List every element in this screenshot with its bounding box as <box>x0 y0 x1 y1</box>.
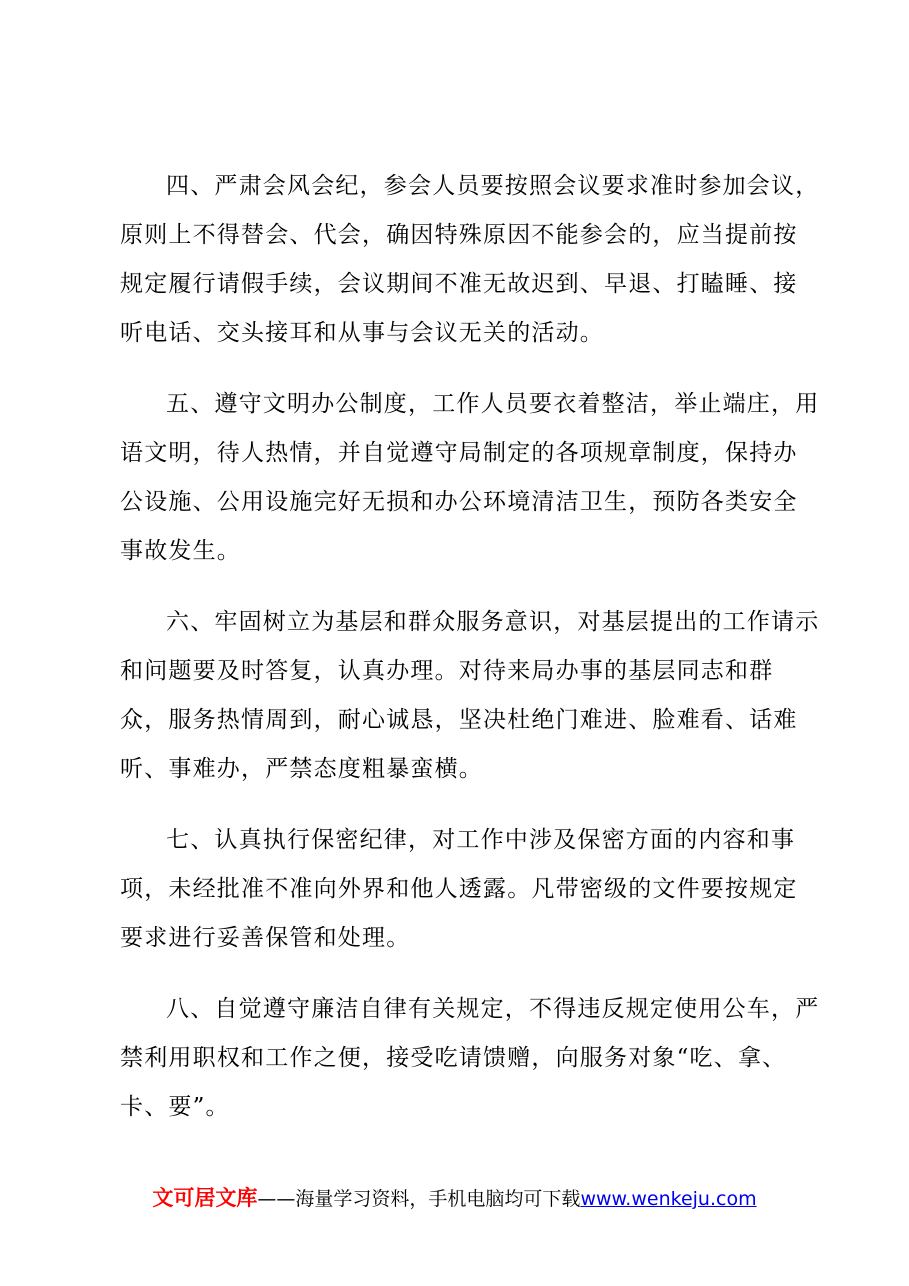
paragraph-item-4: 四、严肃会风会纪，参会人员要按照会议要求准时参加会议，原则上不得替会、代会，确因特殊原因不能参会的，应当提前按规定履行请假手续，会议期间不准无故迟到、早退、打瞌睡、接听电话、交头接耳和从事与会议无关的活动。 <box>120 173 820 346</box>
paragraph-item-8: 八、自觉遵守廉洁自律有关规定，不得违反规定使用公车，严禁利用职权和工作之便，接受吃请馈赠，向服务对象“吃、拿、卡、要”。 <box>120 996 820 1120</box>
paragraph-item-7: 七、认真执行保密纪律，对工作中涉及保密方面的内容和事项，未经批准不准向外界和他人透露。凡带密级的文件要按规定要求进行妥善保管和处理。 <box>120 827 798 951</box>
footer-tagline: ——海量学习资料，手机电脑均可下载 <box>257 1188 581 1210</box>
paragraph-item-5: 五、遵守文明办公制度，工作人员要衣着整洁，举止端庄，用语文明，待人热情，并自觉遵守局制定的各项规章制度，保持办公设施、公用设施完好无损和办公环境清洁卫生，预防各类安全事故发生。 <box>120 391 820 564</box>
document-body <box>120 162 820 1154</box>
paragraph-item-6: 六、牢固树立为基层和群众服务意识，对基层提出的工作请示和问题要及时答复，认真办理。对待来局办事的基层同志和群众，服务热情周到，耐心诚恳，坚决杜绝门难进、脸难看、话难听、事难办，严禁态度粗暴蛮横。 <box>120 609 820 782</box>
footer-link[interactable]: www.wenkeju.com <box>580 1188 757 1210</box>
footer-banner <box>0 1182 909 1212</box>
footer-brand: 文可居文库 <box>152 1186 258 1210</box>
